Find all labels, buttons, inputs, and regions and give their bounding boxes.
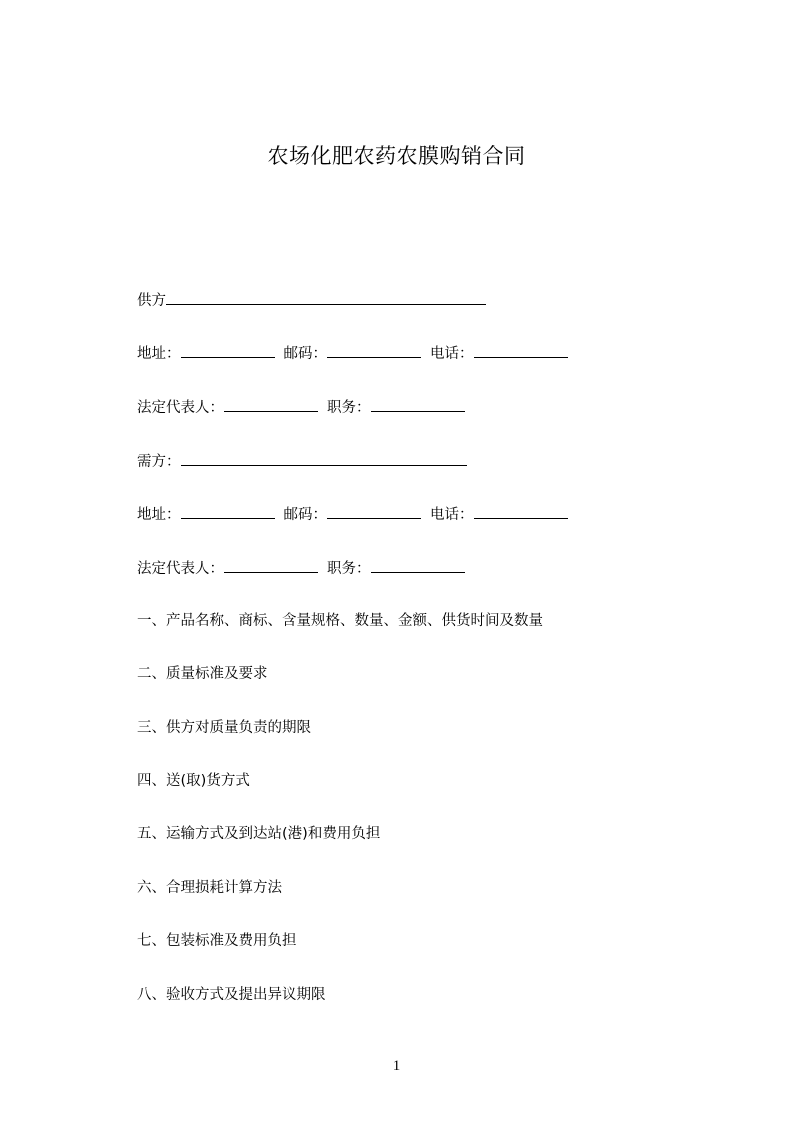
supplier-postcode-label: 邮码： — [283, 346, 327, 362]
buyer-name-blank — [181, 451, 467, 466]
supplier-line — [137, 290, 486, 310]
buyer-rep-label: 法定代表人： — [137, 561, 224, 577]
clause-item: 六、合理损耗计算方法 — [137, 880, 282, 896]
clause-item: 三、供方对质量负责的期限 — [137, 720, 311, 736]
page-number: 1 — [392, 1058, 401, 1074]
buyer-position-label: 职务： — [327, 561, 371, 577]
supplier-contact-line — [137, 343, 568, 363]
supplier-position-label: 职务： — [327, 400, 371, 416]
clause-item: 五、运输方式及到达站(港)和费用负担 — [137, 826, 381, 842]
buyer-phone-blank — [474, 504, 568, 519]
document-title: 农场化肥农药农膜购销合同 — [267, 144, 526, 168]
buyer-address-blank — [181, 504, 275, 519]
buyer-address-label: 地址： — [137, 507, 181, 523]
buyer-phone-label: 电话： — [430, 507, 474, 523]
supplier-rep-blank — [224, 397, 318, 412]
clause-item: 七、包装标准及费用负担 — [137, 933, 297, 949]
clause-item: 一、产品名称、商标、含量规格、数量、金额、供货时间及数量 — [137, 613, 543, 629]
supplier-rep-label: 法定代表人： — [137, 400, 224, 416]
supplier-phone-blank — [474, 343, 568, 358]
supplier-address-blank — [181, 343, 275, 358]
clause-item: 二、质量标准及要求 — [137, 666, 268, 682]
supplier-label: 供方 — [137, 293, 166, 309]
buyer-rep-line — [137, 558, 465, 578]
buyer-contact-line — [137, 504, 568, 524]
buyer-position-blank — [371, 558, 465, 573]
supplier-rep-line — [137, 397, 465, 417]
supplier-postcode-blank — [327, 343, 421, 358]
buyer-line — [137, 451, 467, 471]
clause-item: 四、送(取)货方式 — [137, 773, 250, 789]
buyer-postcode-label: 邮码： — [283, 507, 327, 523]
buyer-label: 需方： — [137, 454, 181, 470]
buyer-rep-blank — [224, 558, 318, 573]
supplier-phone-label: 电话： — [430, 346, 474, 362]
clause-item: 八、验收方式及提出异议期限 — [137, 987, 326, 1003]
supplier-name-blank — [166, 290, 486, 305]
buyer-postcode-blank — [327, 504, 421, 519]
supplier-position-blank — [371, 397, 465, 412]
supplier-address-label: 地址： — [137, 346, 181, 362]
